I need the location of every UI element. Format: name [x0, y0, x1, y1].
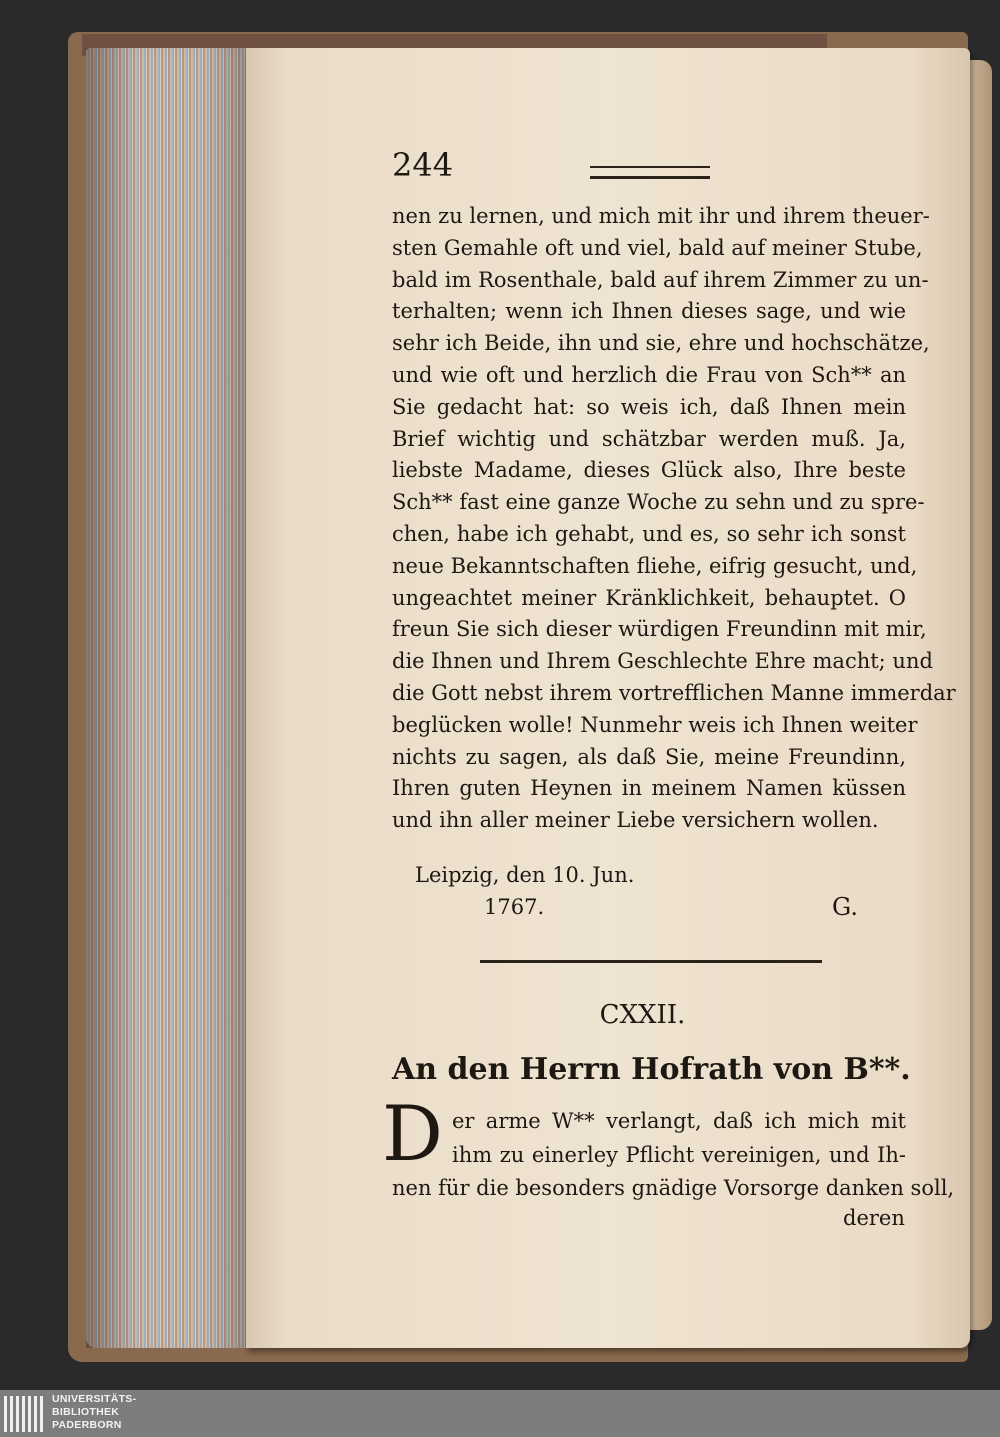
page-edges-shadow — [86, 48, 256, 1348]
body-line: und wie oft und herzlich die Frau von Sch** an — [392, 363, 906, 387]
body-line: nen zu lernen, und mich mit ihr und ihrem theuer- — [392, 204, 930, 228]
letter-year: 1767. — [484, 895, 545, 919]
page-number: 244 — [392, 146, 454, 184]
place-date: Leipzig, den 10. Jun. — [415, 863, 635, 887]
body-line: terhalten; wenn ich Ihnen dieses sage, und wie — [392, 299, 906, 324]
section-divider — [480, 960, 822, 963]
catchword: deren — [843, 1206, 905, 1230]
body-line: ungeachtet meiner Kränklichkeit, behauptet. O — [392, 585, 906, 610]
header-rule — [590, 166, 710, 179]
body-line: nichts zu sagen, als daß Sie, meine Freundinn, — [392, 744, 906, 769]
library-logo-icon — [4, 1396, 44, 1432]
library-name — [52, 1393, 136, 1432]
body-line: Ihren guten Heynen in meinem Namen küssen — [392, 776, 906, 801]
body-line: Brief wichtig und schätzbar werden muß. Ja, — [392, 426, 906, 451]
body-line: freun Sie sich dieser würdigen Freundinn mit mir, — [392, 617, 927, 642]
library-name-line: UNIVERSITÄTS- — [52, 1393, 137, 1405]
body-line: Sie gedacht hat: so weis ich, daß Ihnen mein — [392, 394, 906, 419]
body-line: sehr ich Beide, ihn und sie, ehre und hochschätze, — [392, 331, 930, 356]
library-footer — [0, 1390, 1000, 1437]
body-line: neue Bekanntschaften fliehe, eifrig gesucht, und, — [392, 553, 918, 578]
body-line: und ihn aller meiner Liebe versichern wollen. — [392, 808, 879, 833]
signature: G. — [832, 893, 858, 921]
next-letter-line: nen für die besonders gnädige Vorsorge danken soll, — [392, 1176, 955, 1200]
body-line: liebste Madame, dieses Glück also, Ihre beste — [392, 458, 906, 483]
letter-number: CXXII. — [599, 1000, 686, 1030]
body-line: chen, habe ich gehabt, und es, so sehr ich sonst — [392, 522, 906, 546]
next-letter-line: ihm zu einerley Pflicht vereinigen, und Ih- — [452, 1143, 906, 1167]
body-line: bald im Rosenthale, bald auf ihrem Zimmer zu un- — [392, 267, 929, 292]
body-line: sten Gemahle oft und viel, bald auf meiner Stube, — [392, 235, 923, 260]
library-name-line: PADERBORN — [52, 1419, 122, 1431]
body-line: die Gott nebst ihrem vortrefflichen Manne immerdar — [392, 681, 956, 705]
body-line: Sch** fast eine ganze Woche zu sehn und zu spre- — [392, 490, 925, 515]
next-letter-line: er arme W** verlangt, daß ich mich mit — [452, 1109, 906, 1133]
letter-heading: An den Herrn Hofrath von B**. — [392, 1052, 911, 1087]
drop-cap: D — [382, 1089, 443, 1178]
body-line: die Ihnen und Ihrem Geschlechte Ehre macht; und — [392, 649, 933, 674]
body-line: beglücken wolle! Nunmehr weis ich Ihnen weiter — [392, 712, 918, 737]
library-name-line: BIBLIOTHEK — [52, 1406, 120, 1418]
